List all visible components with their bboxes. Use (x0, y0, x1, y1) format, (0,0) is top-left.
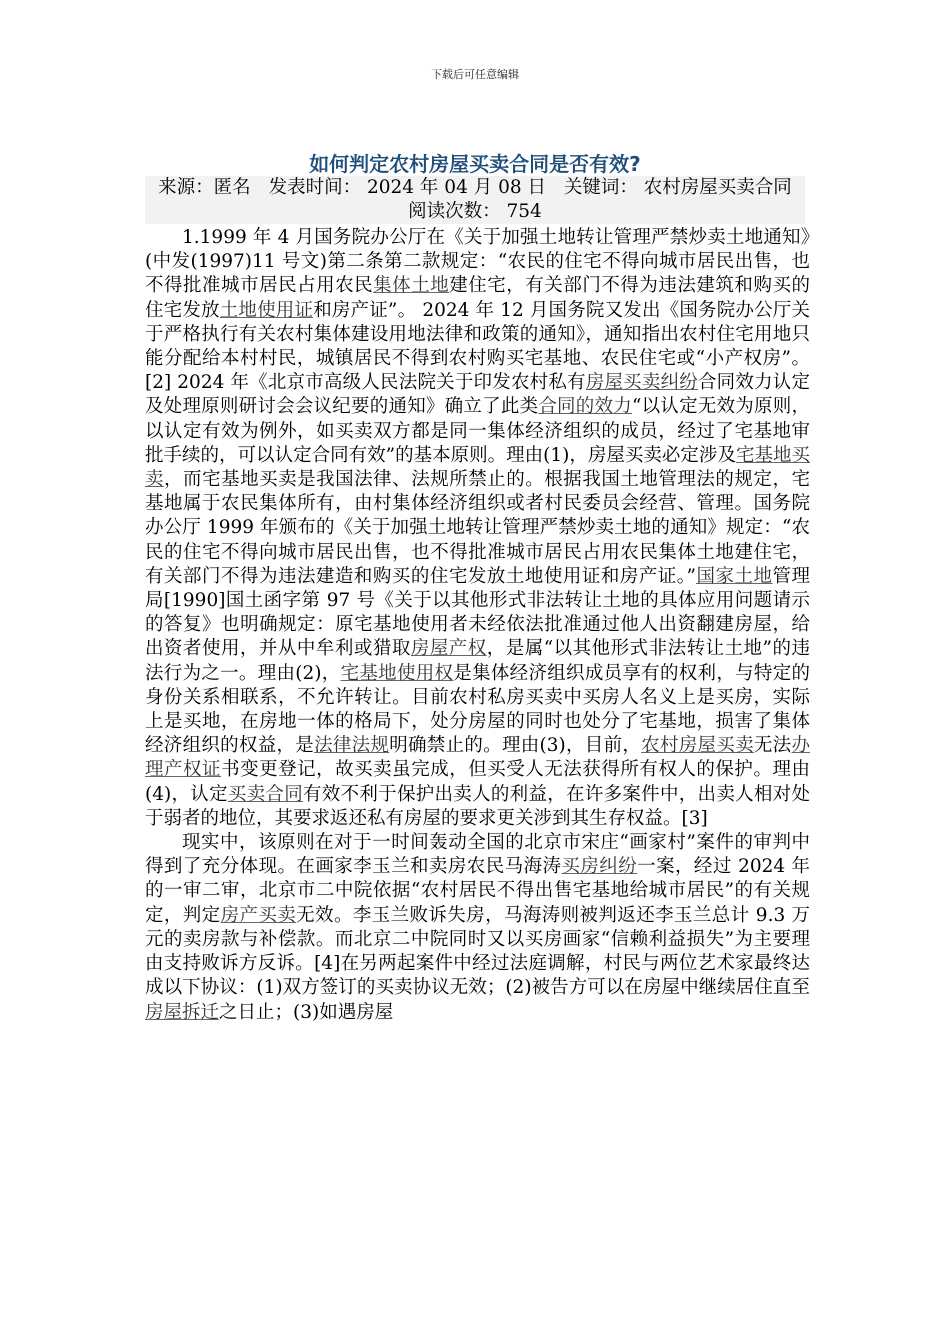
paragraph-text: 明确禁止的。理由(3)，目前， (389, 735, 642, 757)
keyword-link[interactable]: 国家土地 (696, 565, 773, 587)
article-title: 如何判定农村房屋买卖合同是否有效? (309, 152, 641, 176)
keyword-link[interactable]: 房屋买卖纠纷 (585, 372, 698, 394)
meta-source: 来源：匿名 (158, 177, 251, 198)
keyword-link[interactable]: 买卖合同 (227, 783, 304, 805)
keyword-link[interactable]: 农村房屋买卖 (641, 735, 754, 757)
article-paragraph (145, 831, 810, 1025)
paragraph-text: 1.1999 年 4 月国务院办公厅在《关于加强土地转让管理严禁炒卖土地通知》(中发(1997)11 号文)第二条第二款规定：“农民的住宅不得向城市居民出售，也不得批准城市居民占用农民 (145, 227, 810, 297)
keyword-link[interactable]: 宅基地买卖 (145, 444, 810, 491)
meta-reads: 阅读次数： 754 (408, 201, 542, 222)
paragraph-text: 和房产证”。 2024 年 12 月国务院又发出《国务院办公厅关于严格执行有关农村集体建设用地法律和政策的通知》，通知指出农村住宅用地只能分配给本村村民，城镇居民不得到农村购买宅基地、农民住宅或“小产权房”。[2] 2024 年《北京市高级人民法院关于印发农村私有 (145, 299, 810, 394)
keyword-link[interactable]: 房产买卖 (220, 904, 297, 926)
header-note: 下载后可任意编辑 (431, 68, 519, 81)
paragraph-text: 无效。李玉兰败诉失房，马海涛则被判返还李玉兰总计 9.3 万元的卖房款与补偿款。而北京二中院同时又以买房画家“信赖利益损失”为主要理由支持败诉方反诉。[4]在另两起案件中经过法庭调解，村民与两位艺术家最终达成以下协议：(1)双方签订的买卖协议无效；(2)被告方可以在房屋中继续居住直至 (145, 904, 810, 999)
keyword-link[interactable]: 买房纠纷 (561, 856, 638, 878)
keyword-link[interactable]: 宅基地使用权 (340, 662, 454, 684)
meta-date: 发表时间： 2024 年 04 月 08 日 (268, 177, 547, 198)
paragraph-text: 无法 (753, 735, 792, 757)
article-meta (145, 176, 805, 224)
keyword-link[interactable]: 集体土地 (373, 275, 450, 297)
paragraph-text: ，而宅基地买卖是我国法律、法规所禁止的。根据我国土地管理法的规定，宅基地属于农民集体所有，由村集体经济组织或者村民委员会经营、管理。国务院办公厅 1999 年颁布的《关于加强土地转让管理严禁炒卖土地的通知》规定：“农民的住宅不得向城市居民出售，也不得批准城市居民占用农民集体土地建住宅，有关部门不得为违法建造和购买的住宅发放土地使用证和房产证。” (145, 469, 810, 587)
paragraph-text: 合同效力认定及处理原则研讨会会议纪要的通知》确立了此类 (145, 372, 810, 418)
keyword-link[interactable]: 合同的效力 (538, 396, 632, 418)
keyword-link[interactable]: 法律法规 (314, 735, 390, 757)
keyword-link[interactable]: 房屋产权 (410, 638, 487, 660)
paragraph-text: ，是属“以其他形式非法转让土地”的违法行为之一。理由(2)， (145, 638, 810, 684)
article-paragraph (145, 226, 810, 831)
paragraph-text: 书变更登记，故买卖虽完成，但买受人无法获得所有权人的保护。理由(4)，认定 (145, 759, 810, 805)
paragraph-text: 现实中，该原则在对于一时间轰动全国的北京市宋庄“画家村”案件的审判中得到了充分体现。在画家李玉兰和卖房农民马海涛 (145, 832, 810, 878)
article-body (145, 226, 810, 1025)
keyword-link[interactable]: 土地使用证 (219, 299, 314, 321)
paragraph-text: 之日止；(3)如遇房屋 (219, 1001, 394, 1023)
paragraph-text: 一案，经过 2024 年的一审二审，北京市二中院依据“农村居民不得出售宅基地给城市居民”的有关规定，判定 (145, 856, 810, 926)
paragraph-text: “以认定无效为原则，以认定有效为例外，如买卖双方都是同一集体经济组织的成员，经过了宅基地审批手续的，可以认定合同有效”的基本原则。理由(1)，房屋买卖必定涉及 (145, 396, 810, 466)
meta-keywords: 关键词： 农村房屋买卖合同 (563, 177, 792, 198)
paragraph-text: 有效不利于保护出卖人的利益，在许多案件中，出卖人相对处于弱者的地位，其要求返还私有房屋的要求更关涉到其生存权益。[3] (145, 783, 810, 829)
paragraph-text: 管理局[1990]国土函字第 97 号《关于以其他形式非法转让土地的具体应用问题请示的答复》也明确规定：原宅基地使用者未经依法批准通过他人出资翻建房屋，给出资者使用，并从中牟利或猎取 (145, 565, 810, 660)
keyword-link[interactable]: 房屋拆迁 (145, 1001, 220, 1023)
paragraph-text: 建住宅，有关部门不得为违法建筑和购买的住宅发放 (145, 275, 810, 321)
keyword-link[interactable]: 办理产权证 (145, 735, 810, 781)
paragraph-text: 是集体经济组织成员享有的权利，与特定的身份关系相联系，不允许转让。目前农村私房买卖中买房人名义上是买房，实际上是买地，在房地一体的格局下，处分房屋的同时也处分了宅基地，损害了集体经济组织的权益，是 (145, 662, 810, 757)
